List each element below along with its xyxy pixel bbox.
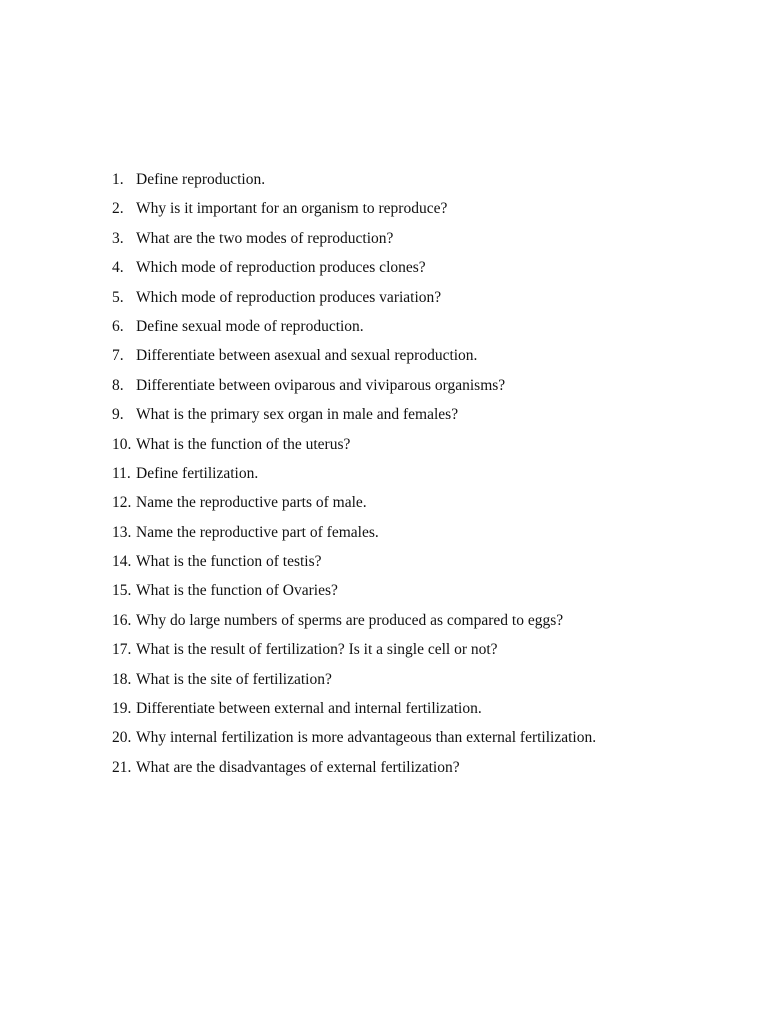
question-text: What is the primary sex organ in male and females? (136, 406, 459, 424)
question-number: 1. (112, 171, 124, 188)
question-text: What are the disadvantages of external fertilization? (136, 758, 460, 776)
question-item (112, 341, 732, 370)
question-item (112, 194, 732, 223)
question-item (112, 606, 732, 635)
question-number: 3. (112, 229, 124, 247)
question-item (112, 635, 732, 664)
question-text: Name the reproductive part of females. (136, 523, 379, 541)
question-text: Why is it important for an organism to reproduce? (136, 200, 448, 218)
question-text: Which mode of reproduction produces variation? (136, 288, 442, 306)
question-number: 16. (112, 611, 132, 629)
question-number: 2. (112, 200, 124, 218)
question-text: Why internal fertilization is more advantageous than external fertilization. (136, 729, 597, 747)
question-number: 21. (112, 758, 132, 776)
question-item (112, 665, 732, 694)
question-number: 8. (112, 376, 124, 394)
question-item (112, 694, 732, 723)
question-text: What is the site of fertilization? (136, 670, 332, 688)
question-item (112, 488, 732, 517)
question-item (112, 430, 732, 459)
question-number: 13. (112, 523, 132, 541)
question-item (112, 547, 732, 576)
question-number: 19. (112, 700, 132, 718)
question-number: 17. (112, 641, 132, 659)
question-text: Define reproduction. (136, 171, 266, 188)
question-text: Define fertilization. (136, 464, 259, 482)
question-item (112, 400, 732, 429)
question-number: 11. (112, 464, 131, 482)
question-number: 5. (112, 288, 124, 306)
question-text: Name the reproductive parts of male. (136, 494, 367, 512)
question-item (112, 165, 732, 194)
question-text: What is the function of testis? (136, 553, 322, 571)
question-text: What is the function of the uterus? (136, 435, 351, 453)
question-item (112, 371, 732, 400)
question-text: What is the result of fertilization? Is it a single cell or not? (136, 641, 498, 659)
question-number: 12. (112, 494, 132, 512)
question-number: 7. (112, 347, 124, 365)
question-text: Define sexual mode of reproduction. (136, 317, 364, 335)
question-number: 15. (112, 582, 132, 600)
question-text: Differentiate between external and internal fertilization. (136, 700, 482, 718)
question-item (112, 283, 732, 312)
question-number: 6. (112, 317, 124, 335)
question-number: 10. (112, 435, 132, 453)
question-item (112, 224, 732, 253)
question-text: Why do large numbers of sperms are produced as compared to eggs? (136, 611, 564, 629)
question-list (112, 165, 732, 782)
question-number: 18. (112, 670, 132, 688)
question-item (112, 576, 732, 605)
question-item (112, 459, 732, 488)
question-text: Which mode of reproduction produces clones? (136, 259, 426, 277)
question-text: What is the function of Ovaries? (136, 582, 338, 600)
question-number: 4. (112, 259, 124, 277)
question-item (112, 312, 732, 341)
question-number: 20. (112, 729, 132, 747)
question-number: 14. (112, 553, 132, 571)
question-item (112, 518, 732, 547)
question-item (112, 253, 732, 282)
question-text: Differentiate between asexual and sexual reproduction. (136, 347, 478, 365)
question-number: 9. (112, 406, 124, 424)
question-item (112, 723, 732, 752)
question-text: Differentiate between oviparous and viviparous organisms? (136, 376, 506, 394)
question-text: What are the two modes of reproduction? (136, 229, 394, 247)
question-item (112, 753, 732, 782)
